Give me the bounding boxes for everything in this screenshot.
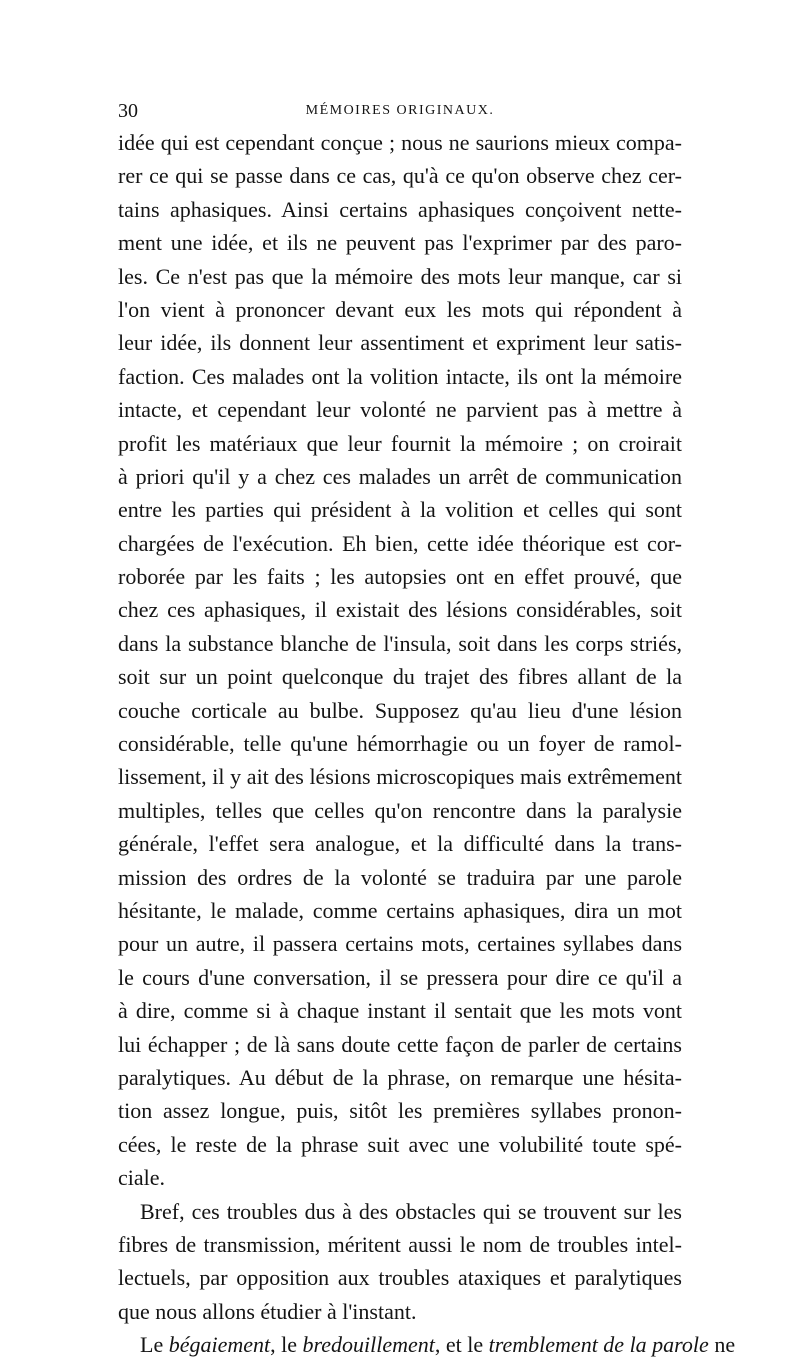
- text-line: lectuels, par opposition aux troubles ataxiques et paralytiques: [118, 1265, 682, 1291]
- text-line: Bref, ces troubles dus à des obstacles qui se trouvent sur les: [140, 1198, 682, 1224]
- text-line: profit les matériaux que leur fournit la mémoire ; on croirait: [118, 430, 682, 456]
- text-line: les. Ce n'est pas que la mémoire des mots leur manque, car si: [118, 263, 682, 289]
- italic-term: bredouillement: [302, 1332, 435, 1358]
- text-line: tains aphasiques. Ainsi certains aphasiques conçoivent nette-: [118, 196, 682, 222]
- text-line: rer ce qui se passe dans ce cas, qu'à ce qu'on observe chez cer-: [118, 163, 682, 189]
- text-line: générale, l'effet sera analogue, et la difficulté dans la trans-: [118, 831, 682, 857]
- text-line: roborée par les faits ; les autopsies ont en effet prouvé, que: [118, 564, 682, 590]
- text-line: à dire, comme si à chaque instant il sentait que les mots vont: [118, 998, 682, 1024]
- text-line-italic-mixed: [118, 1328, 736, 1361]
- text-line: le cours d'une conversation, il se pressera pour dire ce qu'il a: [118, 964, 682, 990]
- text-line: idée qui est cependant conçue ; nous ne saurions mieux compa-: [118, 130, 682, 155]
- page-number: 30: [118, 100, 138, 122]
- text-line: hésitante, le malade, comme certains aphasiques, dira un mot: [118, 897, 682, 923]
- text-line: mission des ordres de la volonté se traduira par une parole: [118, 864, 682, 890]
- text-line: chargées de l'exécution. Eh bien, cette idée théorique est cor-: [118, 530, 682, 556]
- text-fragment: ne: [708, 1332, 736, 1358]
- text-line: entre les parties qui président à la volition et celles qui sont: [118, 497, 682, 523]
- text-line: couche corticale au bulbe. Supposez qu'au lieu d'une lésion: [118, 697, 682, 723]
- italic-term: tremblement de la parole: [488, 1332, 709, 1358]
- text-line: intacte, et cependant leur volonté ne parvient pas à mettre à: [118, 397, 682, 423]
- body-text: [118, 126, 736, 1361]
- text-fragment: , le: [270, 1332, 303, 1358]
- text-line: faction. Ces malades ont la volition intacte, ils ont la mémoire: [118, 363, 682, 389]
- text-line: lissement, il y ait des lésions microscopiques mais extrêmement: [118, 764, 682, 790]
- text-line: cées, le reste de la phrase suit avec une volubilité toute spé-: [118, 1131, 682, 1157]
- text-line: leur idée, ils donnent leur assentiment et expriment leur satis-: [118, 330, 682, 356]
- page-header: [118, 97, 682, 125]
- text-line: ment une idée, et ils ne peuvent pas l'exprimer par des paro-: [118, 230, 682, 256]
- running-title: MÉMOIRES ORIGINAUX.: [305, 103, 495, 118]
- text-line: soit sur un point quelconque du trajet des fibres allant de la: [118, 664, 682, 690]
- text-line: ciale.: [118, 1165, 166, 1191]
- text-fragment: , et le: [434, 1332, 489, 1358]
- text-line: fibres de transmission, méritent aussi le nom de troubles intel-: [118, 1231, 682, 1257]
- text-line: l'on vient à prononcer devant eux les mots qui répondent à: [118, 296, 682, 322]
- text-fragment: Le: [140, 1332, 169, 1358]
- text-line: considérable, telle qu'une hémorrhagie ou un foyer de ramol-: [118, 731, 682, 757]
- text-line: dans la substance blanche de l'insula, soit dans les corps striés,: [118, 630, 682, 656]
- text-line: que nous allons étudier à l'instant.: [118, 1298, 417, 1324]
- text-line: multiples, telles que celles qu'on rencontre dans la paralysie: [118, 797, 682, 823]
- text-line: lui échapper ; de là sans doute cette façon de parler de certains: [118, 1031, 682, 1057]
- text-line: tion assez longue, puis, sitôt les premières syllabes pronon-: [118, 1098, 682, 1124]
- text-line: à priori qu'il y a chez ces malades un arrêt de communication: [118, 463, 682, 489]
- text-line: chez ces aphasiques, il existait des lésions considérables, soit: [118, 597, 682, 623]
- text-line: pour un autre, il passera certains mots, certaines syllabes dans: [118, 931, 682, 957]
- italic-term: bégaiement: [168, 1332, 271, 1358]
- text-line: paralytiques. Au début de la phrase, on remarque une hésita-: [118, 1064, 682, 1090]
